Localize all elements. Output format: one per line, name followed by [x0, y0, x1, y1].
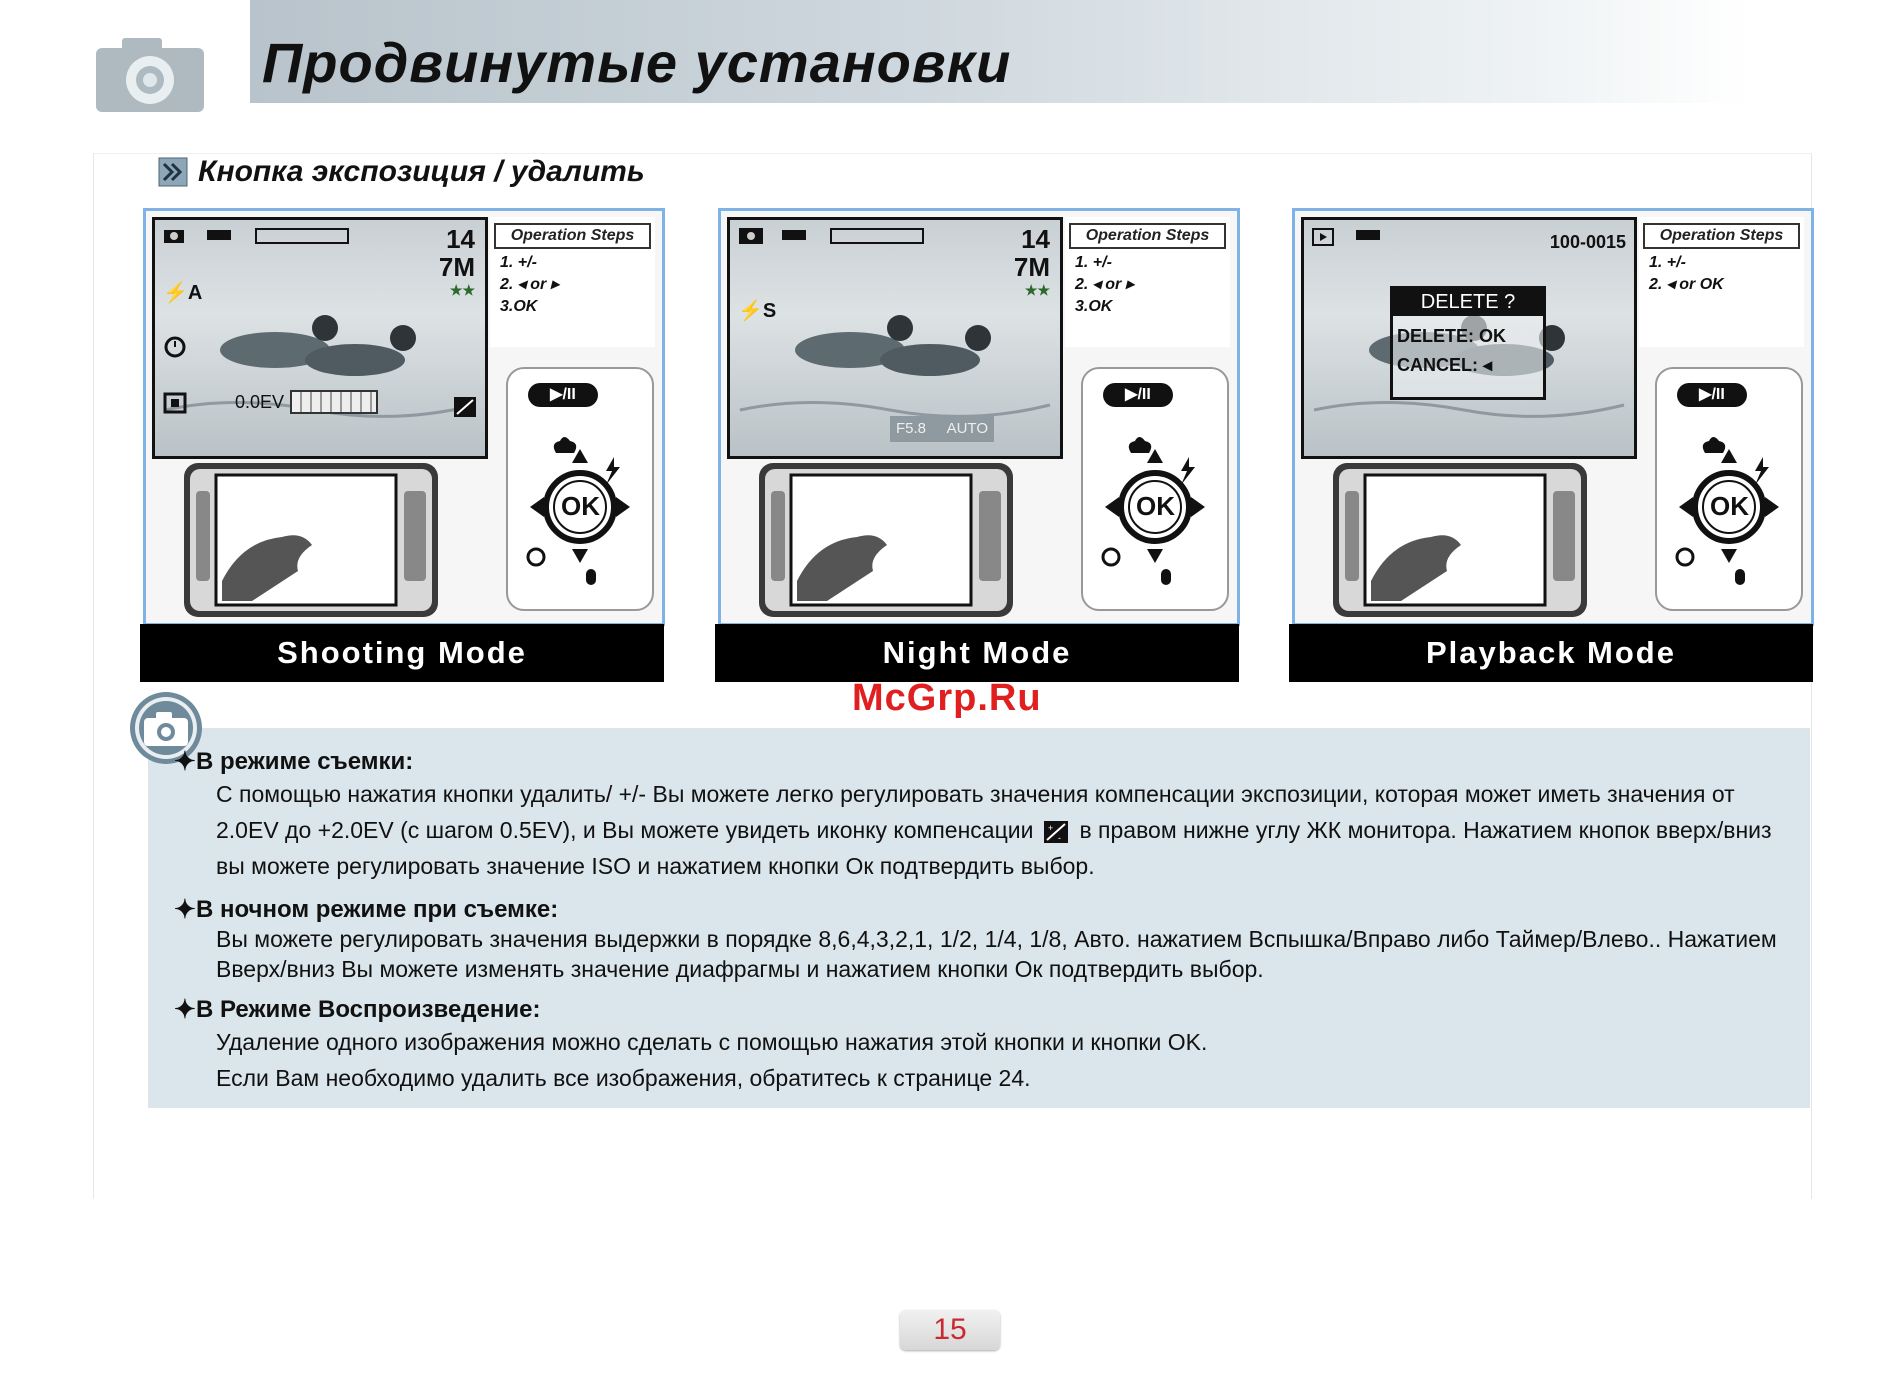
timer-icon: [163, 334, 187, 358]
playback-paragraph-1: Удаление одного изображения можно сделать с помощью нажатия этой кнопки и кнопки OK.: [216, 1029, 1208, 1055]
dpad-diagram: [1655, 367, 1803, 611]
dpad-diagram: [506, 367, 654, 611]
flash-slow-icon: ⚡S: [738, 300, 777, 322]
quality-stars: ★★: [1024, 282, 1050, 298]
night-heading: [174, 894, 1796, 924]
watermark: McGrp.Ru: [852, 677, 1042, 719]
dpad-diagram: [1081, 367, 1229, 611]
ok-button[interactable]: OK: [1136, 491, 1175, 521]
step-2: 2. ◂ or ▸: [1075, 276, 1134, 293]
lcd-screen: [1301, 217, 1637, 459]
svg-text:-: -: [1058, 832, 1062, 843]
double-chevron-icon: [158, 157, 188, 187]
step-2: 2. ◂ or OK: [1649, 276, 1724, 293]
section-title: Кнопка экспозиция / удалить: [198, 155, 645, 188]
step-1: 1. +/-: [1075, 254, 1112, 271]
operation-steps: [1639, 217, 1804, 347]
camera-device-illustration: [757, 461, 1015, 619]
panel-frame: [718, 208, 1240, 626]
aperture-value: F5.8: [896, 420, 927, 437]
zoom-bar: [255, 228, 349, 244]
delete-dialog: [1390, 286, 1546, 400]
shutter-value: AUTO: [946, 420, 988, 437]
steps-title: Operation Steps: [494, 223, 651, 249]
play-pause-button[interactable]: ▶/II: [1677, 383, 1747, 407]
exposure-compensation-icon: [453, 396, 477, 418]
playback-heading-text: В Режиме Воспроизведение:: [196, 996, 541, 1023]
ok-button[interactable]: OK: [561, 491, 600, 521]
page-number: 15: [900, 1310, 1000, 1350]
info-text: [174, 746, 1796, 1096]
flash-auto-icon: ⚡A: [163, 282, 203, 304]
dialog-delete-option[interactable]: DELETE: OK: [1397, 326, 1507, 346]
playback-paragraph-2: Если Вам необходимо удалить все изображения, обратитесь к странице 24.: [216, 1065, 1031, 1091]
step-3: 3.OK: [1075, 298, 1113, 315]
steps-title: Operation Steps: [1069, 223, 1226, 249]
dialog-title: DELETE ?: [1393, 289, 1543, 316]
play-pause-button[interactable]: ▶/II: [1103, 383, 1173, 407]
plus-bullet-icon: ✦: [174, 994, 196, 1024]
camera-mode-icon: [163, 226, 185, 244]
plus-bullet-icon: ✦: [174, 894, 196, 924]
page-title: Продвинутые установки: [262, 31, 1012, 94]
steps-title: Operation Steps: [1643, 223, 1800, 249]
step-1: 1. +/-: [500, 254, 537, 271]
mode-label: Playback Mode: [1289, 624, 1813, 682]
panel-night-mode: [718, 208, 1240, 680]
ok-button[interactable]: OK: [1710, 491, 1749, 521]
mode-label: Night Mode: [715, 624, 1239, 682]
shots-remaining: 14: [446, 224, 475, 254]
shooting-paragraph: [216, 776, 1796, 884]
file-number: 100-0015: [1549, 232, 1626, 252]
playback-heading: [174, 994, 1796, 1024]
panel-frame: [1292, 208, 1814, 626]
focus-frame-icon: [163, 392, 187, 414]
shooting-heading-text: В режиме съемки:: [196, 748, 414, 775]
operation-steps: [490, 217, 655, 347]
shots-remaining: 14: [1021, 224, 1050, 254]
plus-bullet-icon: ✦: [174, 746, 196, 776]
ev-value: 0.0EV: [235, 392, 285, 412]
resolution-label: 7M: [1013, 252, 1050, 282]
night-mode-icon: [738, 226, 764, 246]
night-paragraph: Вы можете регулировать значения выдержки в порядке 8,6,4,3,2,1, 1/2, 1/4, 1/8, Авто. нажатием Вспышка/Вправо либо Таймер/Влево.. Нажатием Вверх/вниз Вы можете изменять значение диафрагмы и нажатием кнопки Ок подтвердить выбор.: [216, 926, 1777, 982]
camera-device-illustration: [1331, 461, 1589, 619]
camera-device-illustration: [182, 461, 440, 619]
lcd-screen: [152, 217, 488, 459]
operation-steps: [1065, 217, 1230, 347]
resolution-label: 7M: [438, 252, 475, 282]
quality-stars: ★★: [449, 282, 475, 298]
exposure-readout: [890, 416, 994, 442]
battery-icon: [1356, 230, 1380, 240]
shooting-heading: [174, 746, 1796, 776]
battery-icon: [207, 230, 231, 240]
ducks-image: [155, 220, 485, 456]
playback-icon: [1312, 228, 1334, 246]
mode-label: Shooting Mode: [140, 624, 664, 682]
step-3: 3.OK: [500, 298, 538, 315]
shooting-text-2: в правом нижне углу ЖК монитора. Нажатием кнопок вверх/вниз вы можете регулировать значение ISO и нажатием кнопки Ок подтвердить выбор.: [216, 817, 1772, 879]
step-2: 2. ◂ or ▸: [500, 276, 559, 293]
panel-shooting-mode: [143, 208, 665, 680]
battery-icon: [782, 230, 806, 240]
ev-scale: [290, 390, 378, 414]
night-heading-text: В ночном режиме при съемке:: [196, 896, 559, 923]
zoom-bar: [830, 228, 924, 244]
exposure-compensation-icon: [1043, 820, 1069, 844]
panel-playback-mode: [1292, 208, 1814, 680]
lcd-screen: [727, 217, 1063, 459]
shooting-text-1: С помощью нажатия кнопки удалить/ +/- Вы можете легко регулировать значения компенсации экспозиции, которая может иметь значения от 2.0EV до +2.0EV (с шагом 0.5EV), и Вы можете увидеть иконку компенсации: [216, 781, 1735, 843]
panel-frame: [143, 208, 665, 626]
section-heading: [158, 155, 645, 189]
play-pause-button[interactable]: ▶/II: [528, 383, 598, 407]
camera-icon: [94, 34, 206, 114]
dialog-cancel-option[interactable]: CANCEL: ◂: [1397, 355, 1493, 375]
svg-text:+: +: [1048, 822, 1054, 833]
step-1: 1. +/-: [1649, 254, 1686, 271]
